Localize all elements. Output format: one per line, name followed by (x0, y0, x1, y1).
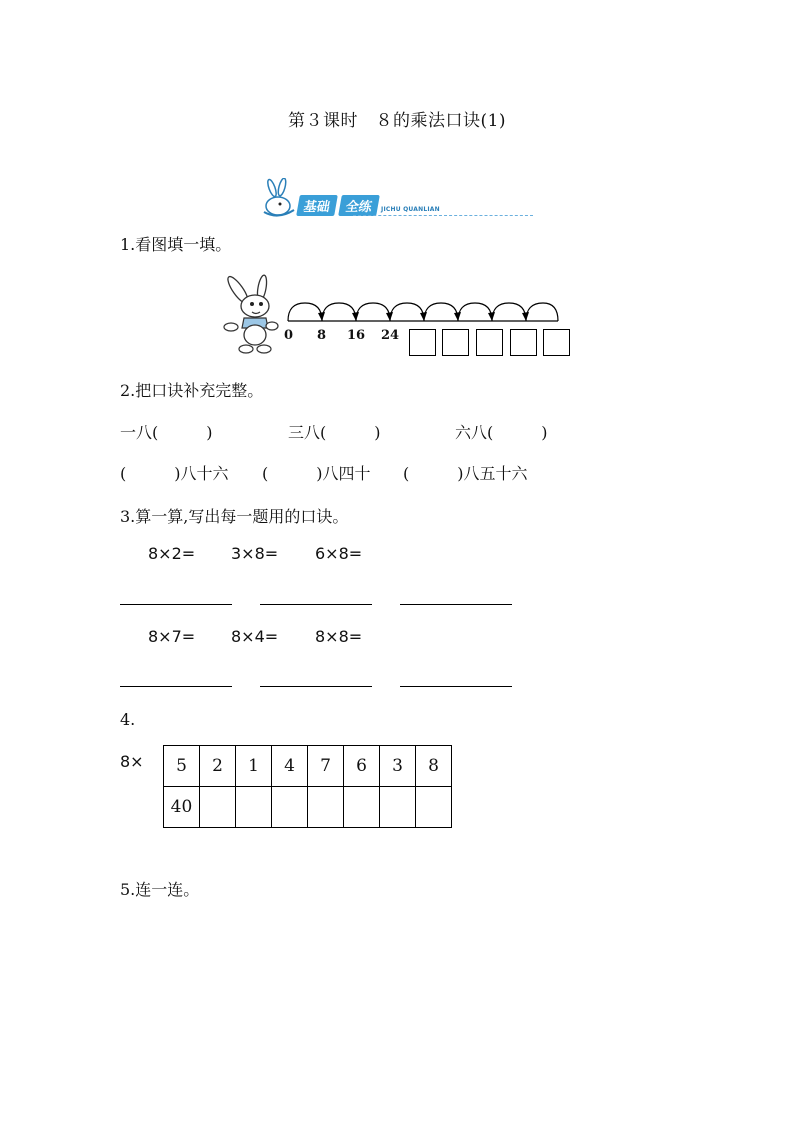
answer-cell[interactable] (272, 787, 308, 828)
question-1-prompt: 1.看图填一填。 (120, 235, 232, 254)
fill-blank-2[interactable]: 三八( ) (288, 423, 381, 442)
table-cell: 6 (344, 746, 380, 787)
banner-divider (353, 215, 533, 216)
answer-cell[interactable] (344, 787, 380, 828)
table-cell: 2 (200, 746, 236, 787)
table-row-factors (164, 746, 452, 787)
equation-4: 8×7= (148, 627, 196, 646)
fill-blank-5[interactable]: ( )八四十 (262, 464, 371, 483)
banner-text (298, 195, 440, 216)
rabbit-illustration-icon (222, 272, 280, 356)
number-label-16: 16 (347, 328, 366, 343)
table-cell: 7 (308, 746, 344, 787)
number-label-8: 8 (317, 328, 327, 343)
table-cell: 4 (272, 746, 308, 787)
answer-line-2[interactable] (260, 604, 372, 605)
rabbit-icon (258, 178, 302, 222)
answer-line-1[interactable] (120, 604, 232, 605)
fill-blank-3[interactable]: 六八( ) (455, 423, 548, 442)
answer-cell[interactable] (416, 787, 452, 828)
equation-3: 6×8= (315, 544, 363, 563)
answer-box-2[interactable] (442, 329, 469, 356)
question-5-prompt: 5.连一连。 (120, 880, 200, 899)
number-label-0: 0 (284, 328, 294, 343)
number-label-24: 24 (381, 328, 400, 343)
question-4-prompt: 4. (120, 710, 136, 729)
answer-box-1[interactable] (409, 329, 436, 356)
table-cell: 40 (164, 787, 200, 828)
banner-label-a: 基础 (296, 195, 338, 216)
table-cell: 3 (380, 746, 416, 787)
table-cell: 5 (164, 746, 200, 787)
answer-cell[interactable] (380, 787, 416, 828)
section-banner (258, 178, 538, 222)
banner-label-b: 全练 (338, 195, 380, 216)
equation-2: 3×8= (231, 544, 279, 563)
answer-box-4[interactable] (510, 329, 537, 356)
table-cell: 1 (236, 746, 272, 787)
answer-box-5[interactable] (543, 329, 570, 356)
answer-cell[interactable] (308, 787, 344, 828)
equation-5: 8×4= (231, 627, 279, 646)
equation-1: 8×2= (148, 544, 196, 563)
answer-line-6[interactable] (400, 686, 512, 687)
fill-blank-1[interactable]: 一八( ) (120, 423, 213, 442)
answer-line-4[interactable] (120, 686, 232, 687)
fill-blank-4[interactable]: ( )八十六 (120, 464, 229, 483)
question-3-prompt: 3.算一算,写出每一题用的口诀。 (120, 507, 349, 526)
answer-line-5[interactable] (260, 686, 372, 687)
banner-subtitle: JICHU QUANLIAN (381, 206, 440, 213)
multiplication-table (163, 745, 452, 828)
answer-cell[interactable] (200, 787, 236, 828)
answer-box-3[interactable] (476, 329, 503, 356)
multiplier-label: 8× (120, 752, 144, 771)
answer-line-3[interactable] (400, 604, 512, 605)
equation-6: 8×8= (315, 627, 363, 646)
table-cell: 8 (416, 746, 452, 787)
number-line (282, 295, 562, 325)
answer-cell[interactable] (236, 787, 272, 828)
table-row-products (164, 787, 452, 828)
page-title: 第３课时 ８的乘法口诀(1) (287, 111, 507, 131)
fill-blank-6[interactable]: ( )八五十六 (403, 464, 528, 483)
question-2-prompt: 2.把口诀补充完整。 (120, 381, 264, 400)
